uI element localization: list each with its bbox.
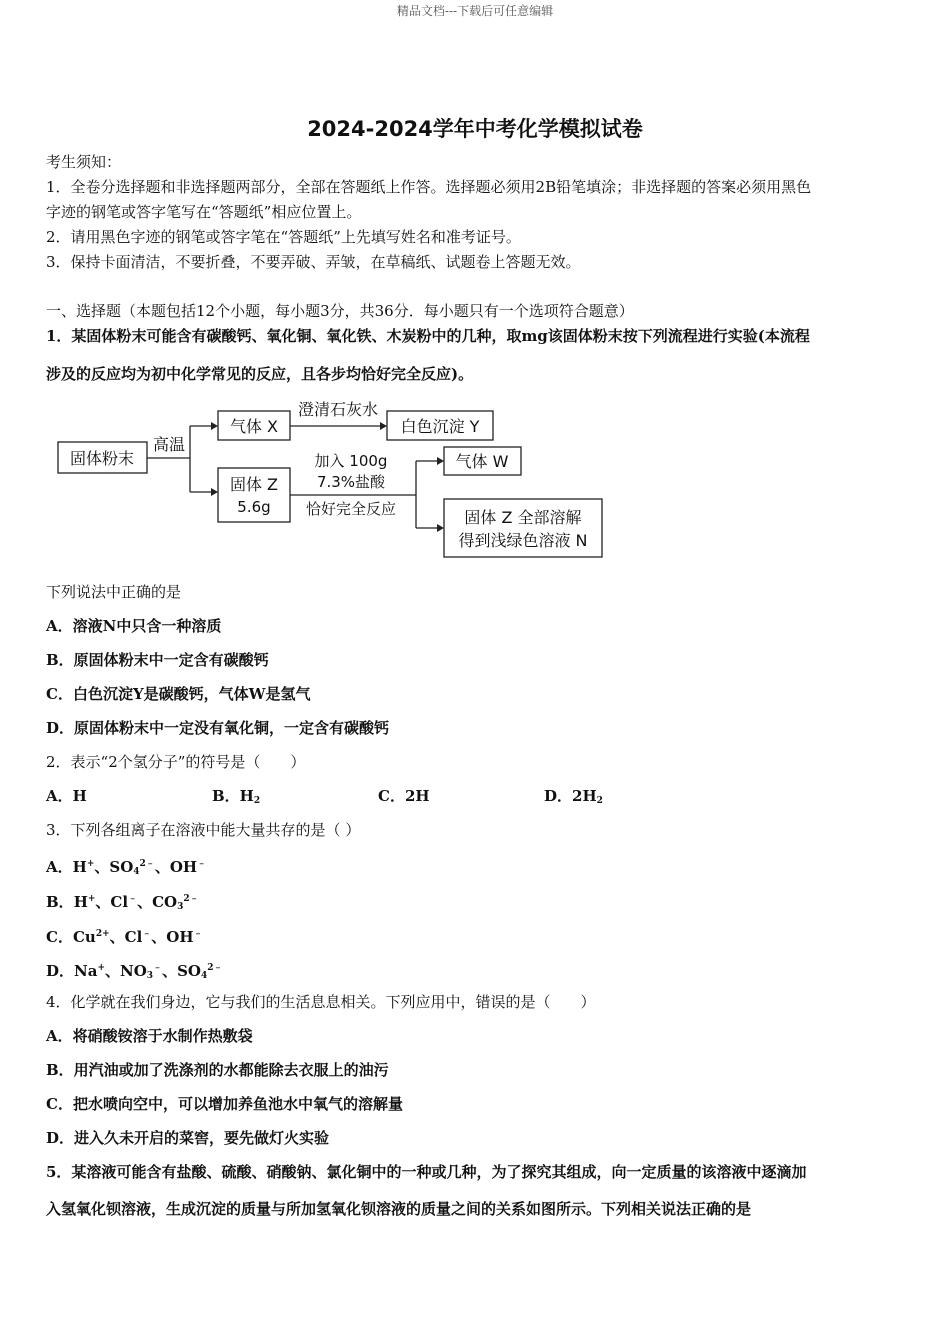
notice-heading: 考生须知： [46,153,122,171]
q4-option-a: A．将硝酸铵溶于水制作热敷袋 [46,1027,253,1045]
q2-options [46,785,710,806]
exact-reaction-label: 恰好完全反应 [305,500,397,518]
q2-stem: 2．表示“2个氢分子”的符号是（ ） [46,753,306,771]
q3-option-c: C．$Cu^{2+}$、Cl﹣、OH﹣ [46,928,203,946]
q2-option-a: A．H [46,787,87,805]
solid-z-mass: 5.6g [237,498,271,516]
q2-option-b: B．$H_2$ [212,787,261,806]
q1-option-c: C．白色沉淀Y是碳酸钙，气体W是氢气 [46,685,311,703]
gas-x-label: 气体 X [229,417,279,436]
high-temp-label: 高温 [152,435,186,454]
q1-option-b: B．原固体粉末中一定含有碳酸钙 [46,651,269,669]
notice-item: 2．请用黑色字迹的钢笔或答字笔在“答题纸”上先填写姓名和准考证号。 [46,228,521,246]
solid-z-label: 固体 Z [229,475,279,494]
page-title: 2024-2024学年中考化学模拟试卷 [307,117,643,141]
notice-item: 3．保持卡面清洁，不要折叠，不要弄破、弄皱，在草稿纸、试题卷上答题无效。 [46,253,581,271]
q1-stem: 涉及的反应均为初中化学常见的反应，且各步均恰好完全反应)。 [46,365,474,383]
q4-option-d: D．进入久未开启的菜窖，要先做灯火实验 [46,1129,330,1147]
white-ppt-label: 白色沉淀 Y [400,417,480,436]
q3-option-b: B．H+、Cl﹣、$CO_3^{2﹣}$ [46,893,199,912]
q4-option-c: C．把水喷向空中，可以增加养鱼池水中氧气的溶解量 [46,1095,403,1113]
q4-option-b: B．用汽油或加了洗涤剂的水都能除去衣服上的油污 [46,1061,389,1079]
q3-stem: 3．下列各组离子在溶液中能大量共存的是（ ） [46,821,361,839]
q5-stem: 入氢氧化钡溶液，生成沉淀的质量与所加氢氧化钡溶液的质量之间的关系如图所示。下列相关说法正确的是 [46,1200,752,1218]
q4-stem: 4．化学就在我们身边，它与我们的生活息息相关。下列应用中，错误的是（ ） [46,993,596,1011]
limewater-label: 澄清石灰水 [297,400,379,419]
result-label: 得到浅绿色溶液 N [458,531,588,550]
q1-option-d: D．原固体粉末中一定没有氧化铜，一定含有碳酸钙 [46,719,390,737]
q1-question: 下列说法中正确的是 [46,583,182,601]
acid-conc-label: 7.3%盐酸 [316,473,386,491]
result-label: 固体 Z 全部溶解 [464,508,582,527]
q2-option-c: C．2H [378,787,430,805]
q1-stem: 1．某固体粉末可能含有碳酸钙、氧化铜、氧化铁、木炭粉中的几种，取mg该固体粉末按下列流程进行实验(本流程 [46,327,810,345]
header-note: 精品文档---下载后可任意编辑 [396,4,554,18]
q1-flow-diagram [0,390,950,570]
q1-option-a: A．溶液N中只含一种溶质 [46,617,222,635]
q3-option-d: D．Na+、$NO_3^﹣$、$SO_4^{2﹣}$ [46,962,223,981]
q5-stem: 5．某溶液可能含有盐酸、硫酸、硝酸钠、氯化铜中的一种或几种，为了探究其组成，向一定质量的该溶液中逐滴加 [46,1163,807,1181]
section-heading: 一、选择题（本题包括12个小题，每小题3分，共36分．每小题只有一个选项符合题意） [46,302,634,320]
gas-w-label: 气体 W [455,452,509,471]
q2-option-d: D．$2H_2$ [544,787,603,806]
solid-powder-label: 固体粉末 [69,449,135,468]
q3-option-a: A．H+、$SO_4^{2﹣}$、OH﹣ [46,858,207,877]
notice-item: 1．全卷分选择题和非选择题两部分，全部在答题纸上作答。选择题必须用2B铅笔填涂；非选择题的答案必须用黑色 [46,178,812,196]
add-acid-label: 加入 100g [314,452,388,470]
notice-item: 字迹的钢笔或答字笔写在“答题纸”相应位置上。 [46,203,362,221]
